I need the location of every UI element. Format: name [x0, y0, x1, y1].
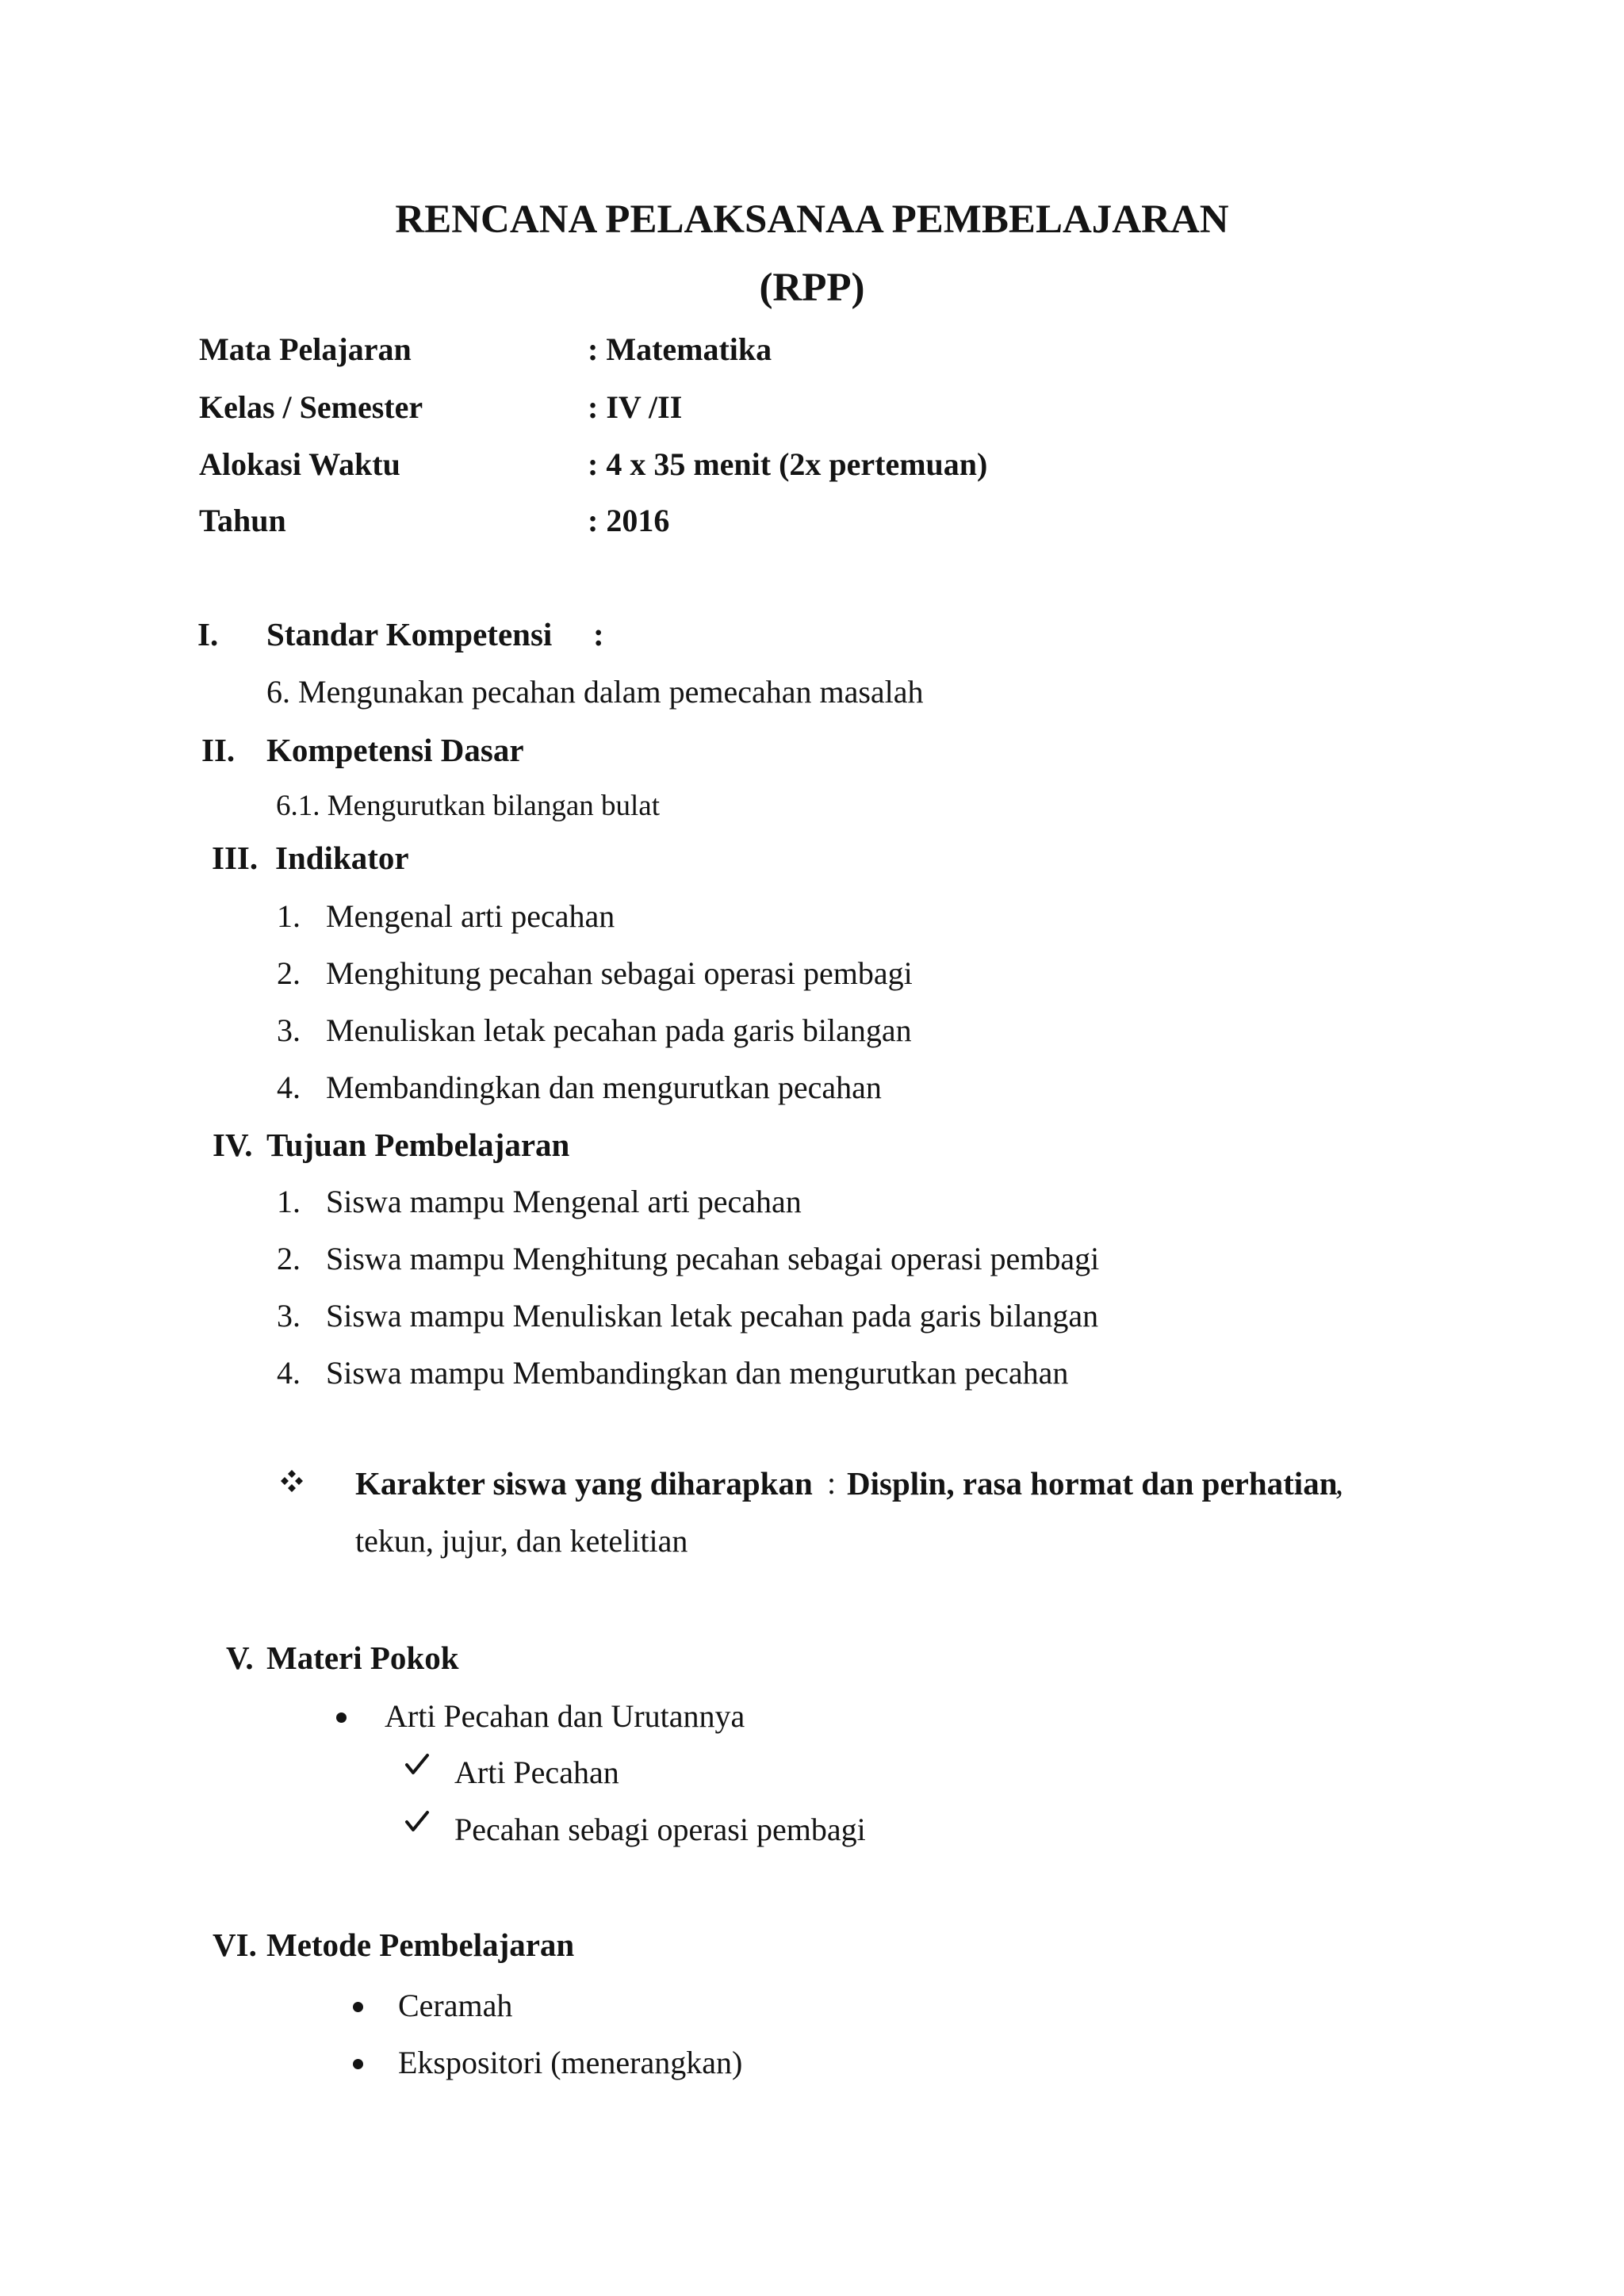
four-diamond-bullet-icon: [280, 1469, 304, 1493]
info-label-time: Alokasi Waktu: [199, 446, 400, 482]
materi-bullet-text: Arti Pecahan dan Urutannya: [385, 1698, 745, 1734]
document-subtitle: (RPP): [759, 266, 865, 310]
tujuan-text-1: Siswa mampu Mengenal arti pecahan: [326, 1184, 802, 1219]
indikator-num-4: 4.: [277, 1070, 301, 1105]
indikator-text-3: Menuliskan letak pecahan pada garis bilangan: [326, 1012, 912, 1048]
karakter-colon: :: [827, 1465, 837, 1501]
info-label-year: Tahun: [199, 503, 286, 538]
document-title: RENCANA PELAKSANAA PEMBELAJARAN: [395, 197, 1229, 242]
info-value-subject: : Matematika: [588, 331, 772, 367]
indikator-text-4: Membandingkan dan mengurutkan pecahan: [326, 1070, 882, 1105]
karakter-label: Karakter siswa yang diharapkan: [355, 1465, 813, 1502]
info-value-year: : 2016: [588, 503, 670, 538]
section-2-numeral: II.: [201, 732, 236, 768]
section-5-numeral: V.: [226, 1640, 254, 1676]
tujuan-num-3: 3.: [277, 1298, 301, 1334]
info-label-class: Kelas / Semester: [199, 389, 423, 425]
section-4-title: Tujuan Pembelajaran: [266, 1127, 570, 1163]
section-3-title: Indikator: [275, 840, 409, 876]
section-1-colon: :: [593, 616, 604, 652]
tujuan-text-4: Siswa mampu Membandingkan dan mengurutkan pecahan: [326, 1355, 1069, 1391]
bullet-dot-icon: [353, 2002, 363, 2012]
indikator-num-1: 1.: [277, 898, 301, 934]
tujuan-text-3: Siswa mampu Menuliskan letak pecahan pada garis bilangan: [326, 1298, 1099, 1334]
bullet-dot-icon: [353, 2059, 363, 2069]
tujuan-text-2: Siswa mampu Menghitung pecahan sebagai operasi pembagi: [326, 1241, 1100, 1276]
info-label-subject: Mata Pelajaran: [199, 331, 412, 367]
check-mark-icon: [405, 1753, 429, 1775]
info-value-time: : 4 x 35 menit (2x pertemuan): [588, 446, 988, 482]
section-6-numeral: VI.: [213, 1927, 257, 1963]
tujuan-num-1: 1.: [277, 1184, 301, 1219]
karakter-values: Displin, rasa hormat dan perhatian: [847, 1465, 1338, 1502]
karakter-line-2: tekun, jujur, dan ketelitian: [355, 1523, 688, 1559]
tujuan-num-2: 2.: [277, 1241, 301, 1276]
section-3-numeral: III.: [212, 840, 259, 876]
karakter-comma: ,: [1335, 1465, 1343, 1501]
section-4-numeral: IV.: [213, 1127, 253, 1163]
section-2-item: 6.1. Mengurutkan bilangan bulat: [276, 790, 660, 822]
indikator-num-2: 2.: [277, 955, 301, 991]
materi-check-1: Arti Pecahan: [454, 1755, 619, 1790]
check-mark-icon: [405, 1810, 429, 1832]
materi-check-2: Pecahan sebagi operasi pembagi: [454, 1812, 866, 1847]
section-1-numeral: I.: [197, 616, 219, 652]
section-1-item: 6. Mengunakan pecahan dalam pemecahan masalah: [266, 674, 924, 710]
indikator-text-2: Menghitung pecahan sebagai operasi pembagi: [326, 955, 913, 991]
indikator-num-3: 3.: [277, 1012, 301, 1048]
section-2-title: Kompetensi Dasar: [266, 732, 524, 768]
info-value-class: : IV /II: [588, 389, 683, 425]
metode-bullet-1: Ceramah: [398, 1988, 513, 2023]
bullet-dot-icon: [336, 1712, 347, 1723]
indikator-text-1: Mengenal arti pecahan: [326, 898, 615, 934]
metode-bullet-2: Ekspositori (menerangkan): [398, 2045, 743, 2080]
section-6-title: Metode Pembelajaran: [266, 1927, 575, 1963]
tujuan-num-4: 4.: [277, 1355, 301, 1391]
section-5-title: Materi Pokok: [266, 1640, 459, 1676]
section-1-title: Standar Kompetensi: [266, 616, 553, 652]
